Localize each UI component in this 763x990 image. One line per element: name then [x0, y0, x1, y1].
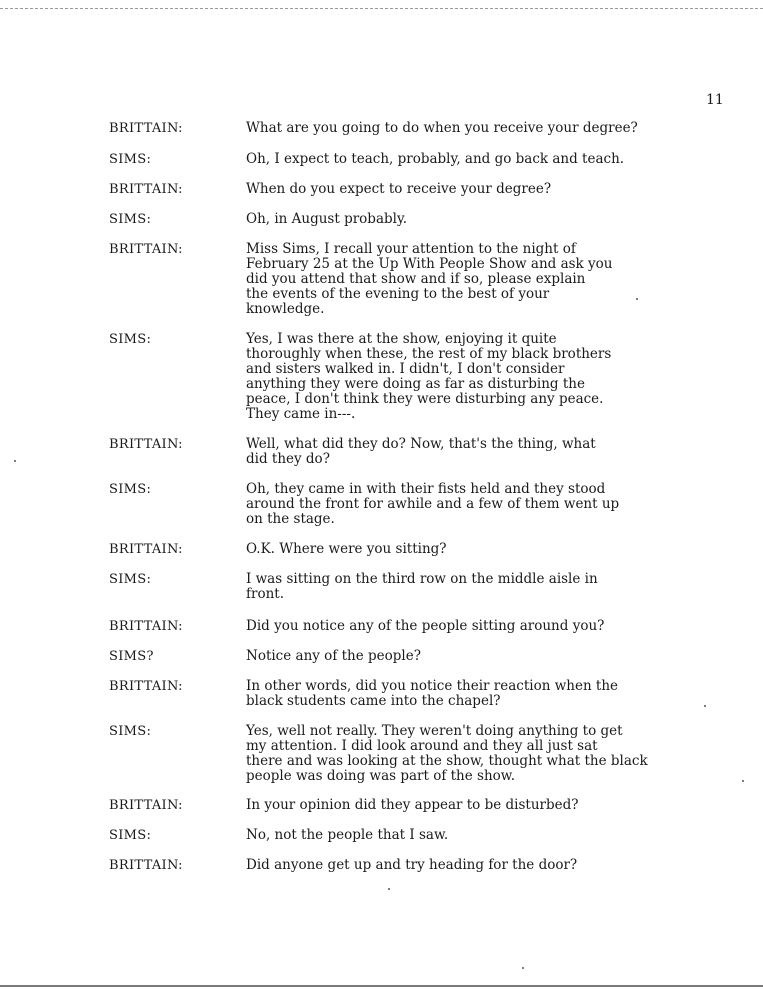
- utterance-text: O.K. Where were you sitting?: [246, 541, 447, 557]
- speaker-label: SIMS:: [109, 482, 152, 497]
- utterance-text: Notice any of the people?: [246, 648, 421, 664]
- page-number: 11: [706, 92, 724, 108]
- utterance-text: In your opinion did they appear to be disturbed?: [246, 797, 579, 813]
- speaker-label: BRITTAIN:: [109, 242, 183, 257]
- utterance-text: Miss Sims, I recall your attention to the night of February 25 at the Up With People Show and ask you did you attend that show and if so, please explain the events of the evening to the best of your knowledge.: [246, 241, 613, 317]
- speaker-label: BRITTAIN:: [109, 858, 183, 873]
- scan-speck: [636, 298, 638, 300]
- speaker-label: BRITTAIN:: [109, 619, 183, 634]
- scan-speck: [14, 460, 16, 462]
- utterance-text: In other words, did you notice their reaction when the black students came into the chapel?: [246, 678, 619, 709]
- utterance-text: Yes, I was there at the show, enjoying it quite thoroughly when these, the rest of my black brothers and sisters walked in. I didn't, I don't consider anything they were doing as far as disturbing the peace, I don't think they were disturbing any peace. They came in---.: [246, 331, 612, 422]
- utterance-text: Oh, I expect to teach, probably, and go back and teach.: [246, 151, 625, 167]
- utterance-text: Well, what did they do? Now, that's the thing, what did they do?: [246, 436, 596, 467]
- scan-speck: [742, 780, 744, 782]
- bottom-edge-rule: [0, 985, 763, 987]
- speaker-label: SIMS:: [109, 212, 152, 227]
- speaker-label: SIMS:: [109, 332, 152, 347]
- utterance-text: No, not the people that I saw.: [246, 827, 449, 843]
- utterance-text: Oh, in August probably.: [246, 211, 408, 227]
- scan-speck: [704, 705, 706, 707]
- utterance-text: Did you notice any of the people sitting around you?: [246, 618, 605, 634]
- speaker-label: BRITTAIN:: [109, 182, 183, 197]
- speaker-label: BRITTAIN:: [109, 542, 183, 557]
- speaker-label: SIMS?: [109, 649, 154, 664]
- utterance-text: When do you expect to receive your degree?: [246, 181, 552, 197]
- utterance-text: What are you going to do when you receive your degree?: [246, 120, 638, 136]
- speaker-label: SIMS:: [109, 572, 152, 587]
- speaker-label: SIMS:: [109, 828, 152, 843]
- utterance-text: Oh, they came in with their fists held and they stood around the front for awhile and a few of them went up on the stage.: [246, 481, 620, 527]
- speaker-label: BRITTAIN:: [109, 437, 183, 452]
- utterance-text: I was sitting on the third row on the middle aisle in front.: [246, 571, 598, 602]
- speaker-label: BRITTAIN:: [109, 121, 183, 136]
- scan-speck: [522, 967, 524, 969]
- speaker-label: BRITTAIN:: [109, 679, 183, 694]
- scan-speck: [388, 888, 390, 890]
- utterance-text: Did anyone get up and try heading for the door?: [246, 857, 578, 873]
- speaker-label: BRITTAIN:: [109, 798, 183, 813]
- utterance-text: Yes, well not really. They weren't doing anything to get my attention. I did look around and they all just sat there and was looking at the show, thought what the black people was doing was part of the show.: [246, 723, 648, 784]
- speaker-label: SIMS:: [109, 152, 152, 167]
- speaker-label: SIMS:: [109, 724, 152, 739]
- top-edge-rule: [0, 8, 763, 9]
